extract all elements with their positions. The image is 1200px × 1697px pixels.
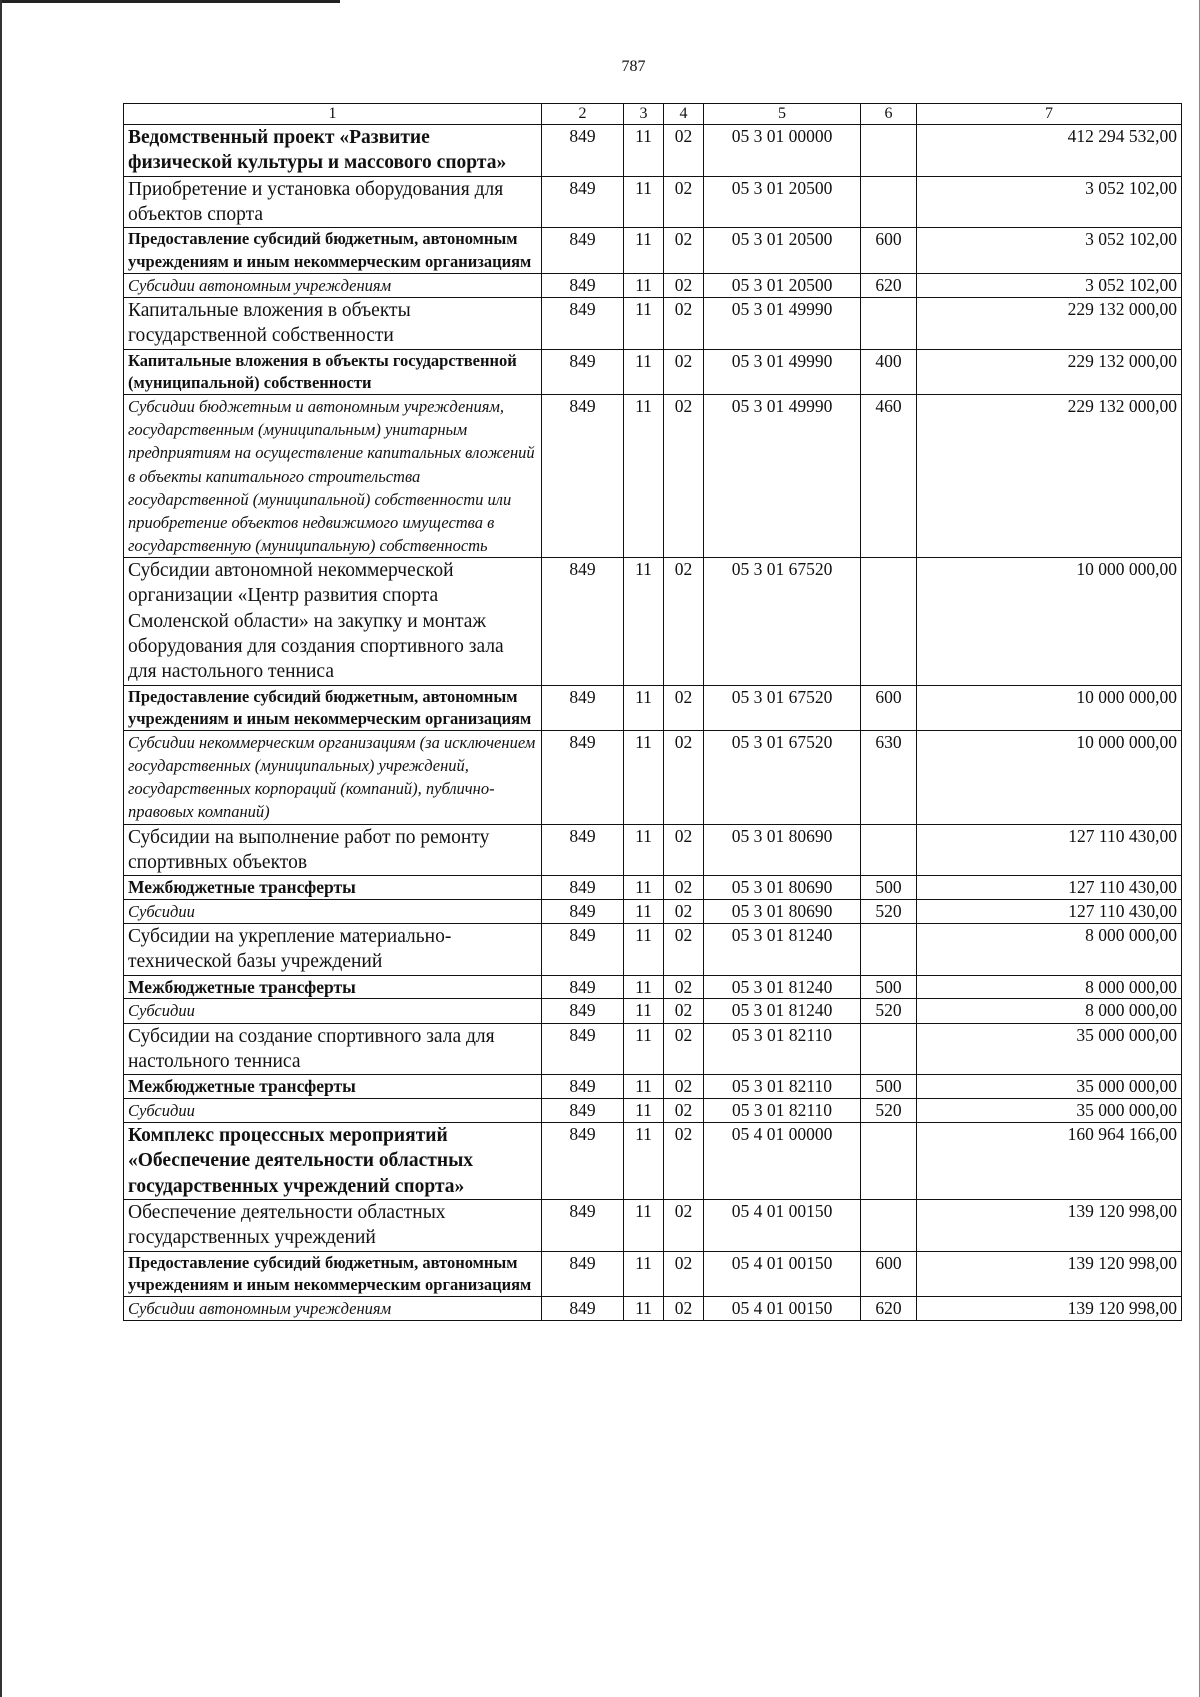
ministry-code-cell: 849 [542,1297,624,1321]
section-cell: 11 [624,176,664,228]
ministry-code-cell: 849 [542,1200,624,1252]
target-article-cell: 05 3 01 81240 [704,924,861,976]
section-cell: 11 [624,999,664,1023]
amount-cell: 229 132 000,00 [917,349,1182,395]
expense-kind-cell: 600 [861,1251,917,1297]
target-article-cell: 05 3 01 82110 [704,1099,861,1123]
table-row [124,685,1182,731]
amount-cell: 3 052 102,00 [917,228,1182,274]
target-article-cell: 05 3 01 82110 [704,1075,861,1099]
table-row [124,557,1182,685]
column-header: 1 [124,104,542,125]
column-header: 6 [861,104,917,125]
amount-cell: 139 120 998,00 [917,1251,1182,1297]
row-name-cell: Субсидии автономной некоммерческой организации «Центр развития спорта Смоленской области» на закупку и монтаж оборудования для создания спортивного зала для настольного тенниса [124,557,542,685]
target-article-cell: 05 3 01 80690 [704,876,861,900]
expense-kind-cell [861,924,917,976]
expense-kind-cell [861,125,917,177]
target-article-cell: 05 4 01 00150 [704,1297,861,1321]
amount-cell: 160 964 166,00 [917,1123,1182,1200]
subsection-cell: 02 [664,731,704,824]
ministry-code-cell: 849 [542,125,624,177]
amount-cell: 35 000 000,00 [917,1023,1182,1075]
subsection-cell: 02 [664,1297,704,1321]
subsection-cell: 02 [664,824,704,876]
section-cell: 11 [624,1123,664,1200]
target-article-cell: 05 3 01 49990 [704,349,861,395]
ministry-code-cell: 849 [542,924,624,976]
target-article-cell: 05 4 01 00000 [704,1123,861,1200]
column-number-row [124,104,1182,125]
section-cell: 11 [624,1251,664,1297]
page-number: 787 [621,58,646,75]
ministry-code-cell: 849 [542,1075,624,1099]
expense-kind-cell: 620 [861,273,917,297]
subsection-cell: 02 [664,899,704,923]
column-header: 5 [704,104,861,125]
subsection-cell: 02 [664,557,704,685]
table-row [124,899,1182,923]
amount-cell: 139 120 998,00 [917,1200,1182,1252]
expense-kind-cell [861,1123,917,1200]
amount-cell: 10 000 000,00 [917,685,1182,731]
section-cell: 11 [624,1023,664,1075]
table-row [124,1200,1182,1252]
ministry-code-cell: 849 [542,999,624,1023]
row-name-cell: Субсидии [124,1099,542,1123]
section-cell: 11 [624,924,664,976]
amount-cell: 3 052 102,00 [917,176,1182,228]
target-article-cell: 05 4 01 00150 [704,1251,861,1297]
ministry-code-cell: 849 [542,731,624,824]
expense-kind-cell: 630 [861,731,917,824]
row-name-cell: Капитальные вложения в объекты государственной собственности [124,298,542,350]
expense-kind-cell: 620 [861,1297,917,1321]
expense-kind-cell [861,176,917,228]
expense-kind-cell: 500 [861,876,917,900]
subsection-cell: 02 [664,999,704,1023]
subsection-cell: 02 [664,685,704,731]
row-name-cell: Субсидии [124,899,542,923]
table-row [124,273,1182,297]
table-row [124,1099,1182,1123]
subsection-cell: 02 [664,273,704,297]
column-header: 7 [917,104,1182,125]
target-article-cell: 05 3 01 20500 [704,273,861,297]
subsection-cell: 02 [664,1251,704,1297]
amount-cell: 3 052 102,00 [917,273,1182,297]
table-row [124,1123,1182,1200]
table-row [124,1023,1182,1075]
target-article-cell: 05 3 01 67520 [704,557,861,685]
target-article-cell: 05 3 01 81240 [704,975,861,999]
target-article-cell: 05 3 01 80690 [704,899,861,923]
section-cell: 11 [624,125,664,177]
table-row [124,1297,1182,1321]
section-cell: 11 [624,876,664,900]
row-name-cell: Предоставление субсидий бюджетным, автономным учреждениям и иным некоммерческим организациям [124,228,542,274]
subsection-cell: 02 [664,1200,704,1252]
ministry-code-cell: 849 [542,685,624,731]
row-name-cell: Субсидии на укрепление материально-технической базы учреждений [124,924,542,976]
amount-cell: 35 000 000,00 [917,1075,1182,1099]
expense-kind-cell: 520 [861,999,917,1023]
left-page-edge [0,0,2,1697]
expense-kind-cell: 460 [861,395,917,558]
ministry-code-cell: 849 [542,273,624,297]
target-article-cell: 05 3 01 67520 [704,685,861,731]
row-name-cell: Предоставление субсидий бюджетным, автономным учреждениям и иным некоммерческим организациям [124,685,542,731]
column-header: 2 [542,104,624,125]
table-row [124,1251,1182,1297]
expense-kind-cell: 600 [861,685,917,731]
column-header: 4 [664,104,704,125]
target-article-cell: 05 4 01 00150 [704,1200,861,1252]
table-row [124,876,1182,900]
section-cell: 11 [624,557,664,685]
row-name-cell: Субсидии бюджетным и автономным учреждениям, государственным (муниципальным) унитарным предприятиям на осуществление капитальных вложений в объекты капитального строительства государственной (муниципальной) собственности или приобретение объектов недвижимого имущества в государственную (муниципальную) собственность [124,395,542,558]
column-header: 3 [624,104,664,125]
section-cell: 11 [624,685,664,731]
expense-kind-cell: 500 [861,1075,917,1099]
row-name-cell: Обеспечение деятельности областных государственных учреждений [124,1200,542,1252]
target-article-cell: 05 3 01 67520 [704,731,861,824]
amount-cell: 10 000 000,00 [917,731,1182,824]
row-name-cell: Субсидии некоммерческим организациям (за исключением государственных (муниципальных) учреждений, государственных корпораций (компаний), публично-правовых компаний) [124,731,542,824]
target-article-cell: 05 3 01 20500 [704,228,861,274]
section-cell: 11 [624,228,664,274]
amount-cell: 139 120 998,00 [917,1297,1182,1321]
amount-cell: 35 000 000,00 [917,1099,1182,1123]
amount-cell: 127 110 430,00 [917,899,1182,923]
target-article-cell: 05 3 01 80690 [704,824,861,876]
budget-table-body [124,125,1182,1321]
table-row [124,975,1182,999]
expense-kind-cell [861,1023,917,1075]
row-name-cell: Межбюджетные трансферты [124,876,542,900]
row-name-cell: Ведомственный проект «Развитие физической культуры и массового спорта» [124,125,542,177]
subsection-cell: 02 [664,876,704,900]
amount-cell: 8 000 000,00 [917,999,1182,1023]
amount-cell: 127 110 430,00 [917,876,1182,900]
row-name-cell: Межбюджетные трансферты [124,1075,542,1099]
ministry-code-cell: 849 [542,1123,624,1200]
ministry-code-cell: 849 [542,176,624,228]
ministry-code-cell: 849 [542,1099,624,1123]
amount-cell: 8 000 000,00 [917,924,1182,976]
ministry-code-cell: 849 [542,975,624,999]
subsection-cell: 02 [664,125,704,177]
table-row [124,349,1182,395]
ministry-code-cell: 849 [542,1023,624,1075]
expense-kind-cell: 500 [861,975,917,999]
amount-cell: 412 294 532,00 [917,125,1182,177]
row-name-cell: Приобретение и установка оборудования для объектов спорта [124,176,542,228]
ministry-code-cell: 849 [542,899,624,923]
row-name-cell: Межбюджетные трансферты [124,975,542,999]
table-row [124,298,1182,350]
target-article-cell: 05 3 01 81240 [704,999,861,1023]
table-row [124,824,1182,876]
row-name-cell: Субсидии [124,999,542,1023]
section-cell: 11 [624,395,664,558]
table-row [124,999,1182,1023]
section-cell: 11 [624,731,664,824]
row-name-cell: Комплекс процессных мероприятий «Обеспечение деятельности областных государственных учреждений спорта» [124,1123,542,1200]
ministry-code-cell: 849 [542,395,624,558]
section-cell: 11 [624,349,664,395]
expense-kind-cell [861,1200,917,1252]
row-name-cell: Капитальные вложения в объекты государственной (муниципальной) собственности [124,349,542,395]
target-article-cell: 05 3 01 49990 [704,395,861,558]
amount-cell: 8 000 000,00 [917,975,1182,999]
section-cell: 11 [624,1099,664,1123]
table-row [124,731,1182,824]
section-cell: 11 [624,273,664,297]
amount-cell: 229 132 000,00 [917,395,1182,558]
ministry-code-cell: 849 [542,228,624,274]
subsection-cell: 02 [664,395,704,558]
subsection-cell: 02 [664,1023,704,1075]
subsection-cell: 02 [664,298,704,350]
target-article-cell: 05 3 01 82110 [704,1023,861,1075]
table-row [124,176,1182,228]
row-name-cell: Субсидии автономным учреждениям [124,273,542,297]
table-row [124,395,1182,558]
amount-cell: 10 000 000,00 [917,557,1182,685]
ministry-code-cell: 849 [542,557,624,685]
expense-kind-cell [861,824,917,876]
ministry-code-cell: 849 [542,1251,624,1297]
expense-kind-cell [861,557,917,685]
row-name-cell: Субсидии на создание спортивного зала для настольного тенниса [124,1023,542,1075]
target-article-cell: 05 3 01 49990 [704,298,861,350]
section-cell: 11 [624,1297,664,1321]
row-name-cell: Субсидии автономным учреждениям [124,1297,542,1321]
amount-cell: 229 132 000,00 [917,298,1182,350]
expense-kind-cell: 400 [861,349,917,395]
section-cell: 11 [624,1200,664,1252]
top-rule [0,0,340,3]
amount-cell: 127 110 430,00 [917,824,1182,876]
table-row [124,228,1182,274]
section-cell: 11 [624,824,664,876]
ministry-code-cell: 849 [542,824,624,876]
section-cell: 11 [624,899,664,923]
subsection-cell: 02 [664,975,704,999]
target-article-cell: 05 3 01 20500 [704,176,861,228]
row-name-cell: Предоставление субсидий бюджетным, автономным учреждениям и иным некоммерческим организациям [124,1251,542,1297]
ministry-code-cell: 849 [542,876,624,900]
expense-kind-cell: 600 [861,228,917,274]
subsection-cell: 02 [664,1123,704,1200]
expense-kind-cell: 520 [861,899,917,923]
expense-kind-cell: 520 [861,1099,917,1123]
row-name-cell: Субсидии на выполнение работ по ремонту спортивных объектов [124,824,542,876]
section-cell: 11 [624,1075,664,1099]
subsection-cell: 02 [664,228,704,274]
table-row [124,924,1182,976]
ministry-code-cell: 849 [542,298,624,350]
ministry-code-cell: 849 [542,349,624,395]
subsection-cell: 02 [664,176,704,228]
target-article-cell: 05 3 01 00000 [704,125,861,177]
subsection-cell: 02 [664,1099,704,1123]
section-cell: 11 [624,975,664,999]
budget-table [123,103,1182,1321]
table-row [124,1075,1182,1099]
subsection-cell: 02 [664,1075,704,1099]
subsection-cell: 02 [664,349,704,395]
expense-kind-cell [861,298,917,350]
table-row [124,125,1182,177]
section-cell: 11 [624,298,664,350]
subsection-cell: 02 [664,924,704,976]
